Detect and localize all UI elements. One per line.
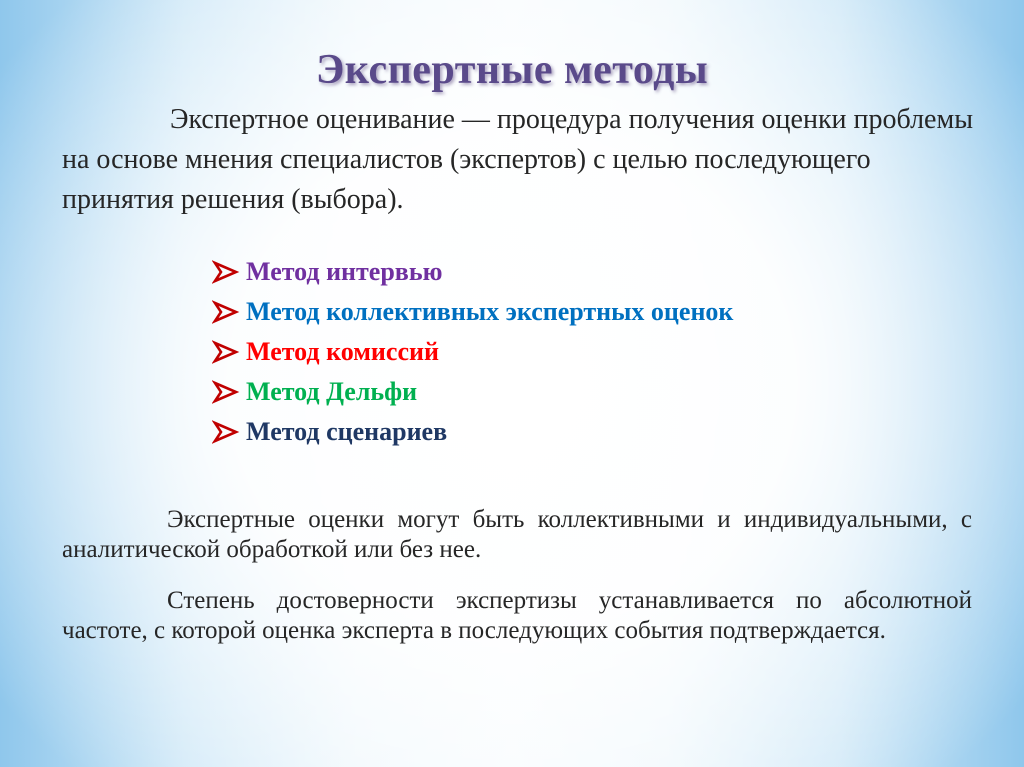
method-label: Метод комиссий	[246, 337, 439, 366]
method-label: Метод коллективных экспертных оценок	[246, 297, 734, 326]
paragraph-body: Экспертные оценки могут быть коллективными и индивидуальными, с аналитической обработкой или без нее.	[62, 506, 972, 563]
paragraph-collective-individual	[62, 505, 972, 565]
paragraph-body: Степень достоверности экспертизы устанавливается по абсолютной частоте, с которой оценка эксперта в последующих события подтверждается.	[62, 587, 972, 644]
arrow-bullet-icon	[212, 420, 246, 444]
method-item-interview	[212, 252, 733, 292]
methods-list	[212, 252, 733, 452]
arrow-bullet-icon	[212, 340, 246, 364]
arrow-bullet-icon	[212, 380, 246, 404]
slide-title: Экспертные методы	[315, 47, 709, 93]
method-label: Метод интервью	[246, 257, 443, 286]
arrow-bullet-icon	[212, 260, 246, 284]
method-item-collective	[212, 292, 733, 332]
paragraph-reliability	[62, 586, 972, 646]
method-label: Метод Дельфи	[246, 377, 418, 406]
definition-text	[62, 100, 982, 220]
method-item-scenarios	[212, 412, 733, 452]
method-item-commission	[212, 332, 733, 372]
method-label: Метод сценариев	[246, 417, 448, 446]
arrow-bullet-icon	[212, 300, 246, 324]
definition-body: Экспертное оценивание — процедура получения оценки проблемы на основе мнения специалистов (экспертов) с целью последующего принятия решения (выбора).	[62, 104, 974, 215]
method-item-delphi	[212, 372, 733, 412]
